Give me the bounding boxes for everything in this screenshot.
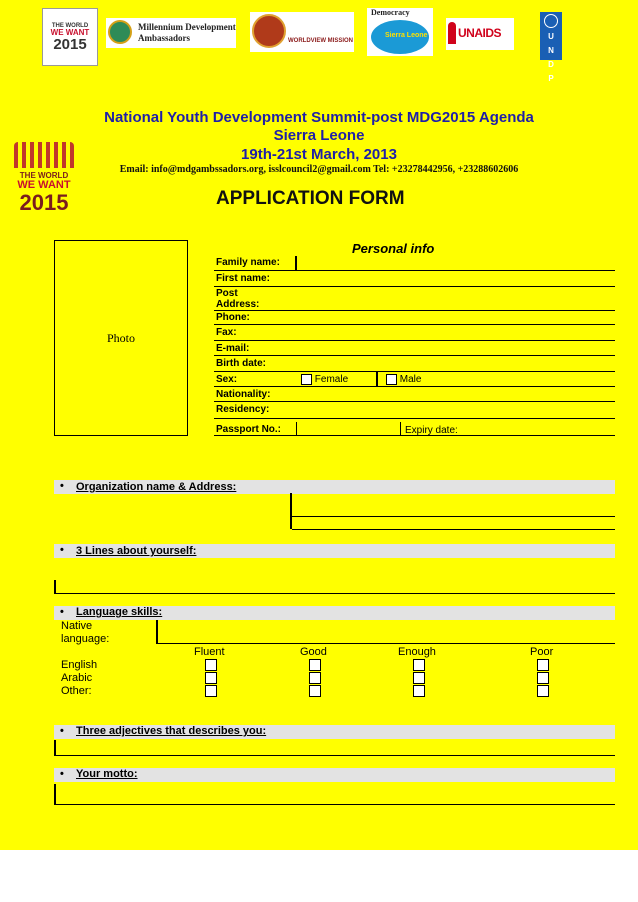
about-field[interactable] bbox=[54, 593, 615, 594]
birth-date-field[interactable] bbox=[214, 371, 615, 372]
expiry-date-label: Expiry date: bbox=[405, 425, 458, 436]
organization-bullet: • bbox=[60, 480, 64, 492]
language-arabic: Arabic bbox=[61, 672, 93, 684]
nationality-field[interactable] bbox=[214, 401, 615, 402]
post-address-label: Post Address: bbox=[216, 288, 260, 310]
arabic-poor-checkbox[interactable] bbox=[537, 672, 549, 684]
summit-dates: 19th-21st March, 2013 bbox=[241, 146, 397, 163]
sex-label: Sex: bbox=[216, 374, 238, 385]
worldview-emblem-icon bbox=[252, 14, 286, 48]
arabic-fluent-checkbox[interactable] bbox=[205, 672, 217, 684]
red-ribbon-icon bbox=[448, 22, 456, 44]
motto-field[interactable] bbox=[54, 804, 615, 805]
level-enough: Enough bbox=[398, 646, 436, 658]
world-we-want-logo: THE WORLD WE WANT 2015 bbox=[42, 8, 98, 66]
female-option[interactable]: Female bbox=[301, 374, 348, 385]
language-bullet: • bbox=[60, 606, 64, 618]
adjectives-separator bbox=[54, 740, 56, 755]
other-fluent-checkbox[interactable] bbox=[205, 685, 217, 697]
other-poor-checkbox[interactable] bbox=[537, 685, 549, 697]
native-language-label: Native language: bbox=[61, 620, 110, 645]
about-heading: 3 Lines about yourself: bbox=[76, 545, 197, 557]
language-english: English bbox=[61, 659, 98, 671]
photo-box[interactable] bbox=[54, 240, 188, 436]
native-language-separator bbox=[156, 620, 158, 644]
fax-label: Fax: bbox=[216, 327, 237, 338]
motto-section-bar bbox=[54, 768, 615, 782]
male-checkbox[interactable] bbox=[386, 374, 397, 385]
other-enough-checkbox[interactable] bbox=[413, 685, 425, 697]
mda-emblem-icon bbox=[108, 20, 132, 44]
personal-info-heading: Personal info bbox=[352, 241, 435, 256]
motto-separator bbox=[54, 784, 56, 804]
organization-separator bbox=[290, 493, 292, 529]
language-heading: Language skills: bbox=[76, 606, 163, 618]
family-name-separator bbox=[295, 256, 297, 270]
organization-line-2[interactable] bbox=[292, 529, 615, 530]
level-good: Good bbox=[300, 646, 327, 658]
world-we-want-side-logo: THE WORLD WE WANT 2015 bbox=[10, 140, 78, 216]
first-name-label: First name: bbox=[216, 273, 270, 284]
male-option[interactable]: Male bbox=[386, 374, 421, 385]
residency-field[interactable] bbox=[214, 418, 615, 419]
un-emblem-icon bbox=[544, 14, 558, 28]
unaids-logo: UNAIDS bbox=[446, 18, 514, 50]
adjectives-bullet: • bbox=[60, 725, 64, 737]
email-field[interactable] bbox=[214, 355, 615, 356]
democracy-sierra-leone-logo: Democracy Sierra Leone bbox=[367, 8, 433, 56]
arabic-enough-checkbox[interactable] bbox=[413, 672, 425, 684]
undp-logo: U N D P bbox=[540, 12, 562, 60]
other-good-checkbox[interactable] bbox=[309, 685, 321, 697]
contact-line: Email: info@mdgambssadors.org, isslcouncil2@gmail.com Tel: +23278442956, +23288602606 bbox=[119, 164, 519, 175]
summit-location: Sierra Leone bbox=[273, 127, 365, 144]
first-name-field[interactable] bbox=[214, 286, 615, 287]
people-crowd-icon bbox=[14, 142, 74, 168]
birth-date-label: Birth date: bbox=[216, 358, 266, 369]
passport-no-label: Passport No.: bbox=[216, 424, 282, 435]
organization-heading: Organization name & Address: bbox=[76, 481, 237, 493]
sex-field[interactable] bbox=[214, 386, 615, 387]
about-bullet: • bbox=[60, 544, 64, 556]
photo-label: Photo bbox=[106, 331, 135, 345]
sex-separator bbox=[376, 372, 378, 386]
about-separator bbox=[54, 580, 56, 594]
fax-field[interactable] bbox=[214, 340, 615, 341]
passport-separator bbox=[296, 422, 297, 436]
level-poor: Poor bbox=[530, 646, 554, 658]
post-address-field[interactable] bbox=[214, 310, 615, 311]
adjectives-field[interactable] bbox=[54, 755, 615, 756]
arabic-good-checkbox[interactable] bbox=[309, 672, 321, 684]
phone-label: Phone: bbox=[216, 312, 250, 323]
english-good-checkbox[interactable] bbox=[309, 659, 321, 671]
nationality-label: Nationality: bbox=[216, 389, 271, 400]
mda-logo: Millennium Development Ambassadors bbox=[106, 18, 236, 48]
english-poor-checkbox[interactable] bbox=[537, 659, 549, 671]
application-form-title: APPLICATION FORM bbox=[216, 188, 405, 209]
family-name-field[interactable] bbox=[214, 270, 615, 271]
native-language-field[interactable] bbox=[158, 643, 615, 644]
family-name-label: Family name: bbox=[216, 257, 280, 268]
summit-title: National Youth Development Summit-post MDG2015 Agenda bbox=[104, 109, 534, 126]
female-checkbox[interactable] bbox=[301, 374, 312, 385]
english-fluent-checkbox[interactable] bbox=[205, 659, 217, 671]
language-other: Other: bbox=[61, 685, 92, 697]
motto-heading: Your motto: bbox=[76, 768, 138, 780]
organization-line-1[interactable] bbox=[292, 516, 615, 517]
email-label: E-mail: bbox=[216, 343, 250, 354]
expiry-separator bbox=[400, 422, 401, 436]
english-enough-checkbox[interactable] bbox=[413, 659, 425, 671]
worldview-mission-logo: WORLDVIEW MISSION bbox=[250, 12, 354, 52]
residency-label: Residency: bbox=[216, 404, 270, 415]
level-fluent: Fluent bbox=[194, 646, 225, 658]
adjectives-heading: Three adjectives that describes you: bbox=[76, 725, 267, 737]
phone-field[interactable] bbox=[214, 324, 615, 325]
motto-bullet: • bbox=[60, 768, 64, 780]
